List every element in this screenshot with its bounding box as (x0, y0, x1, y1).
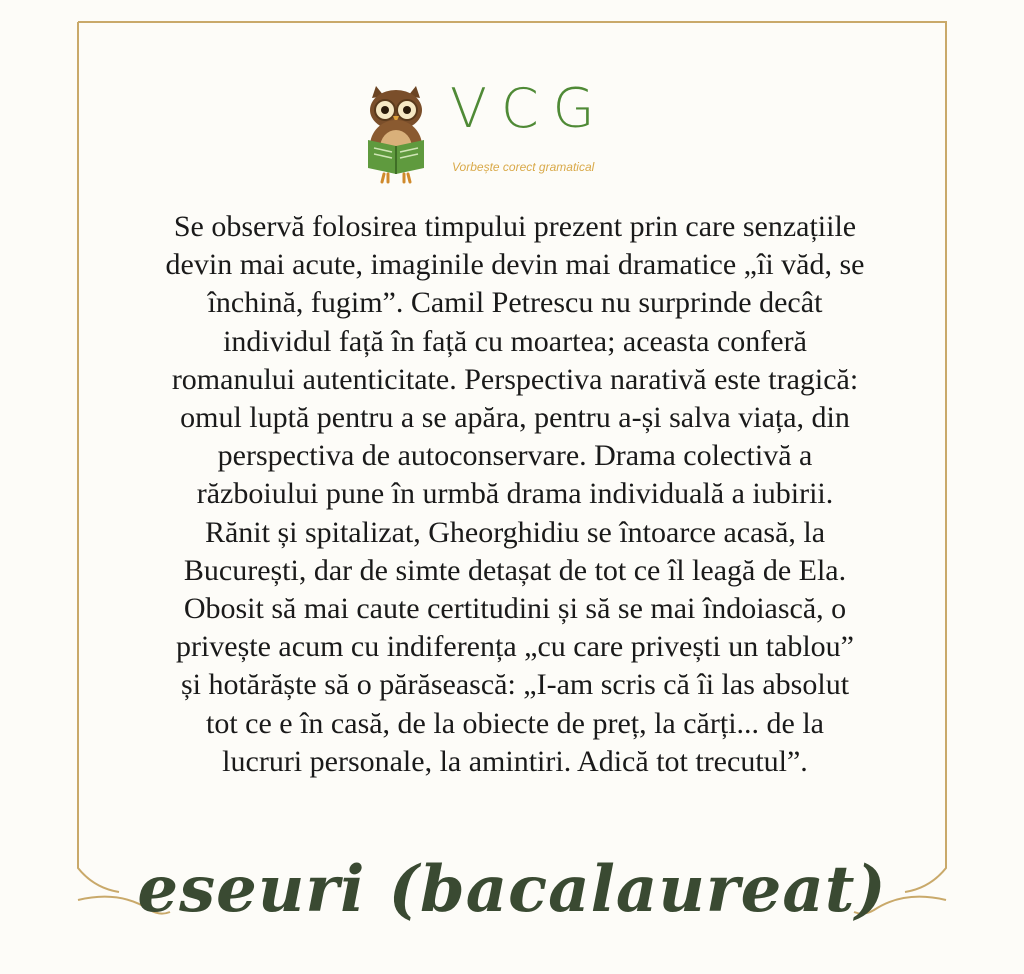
essay-line: Rănit și spitalizat, Gheorghidiu se întoarce acasă, la (204, 515, 826, 549)
essay-line: închină, fugim”. Camil Petrescu nu surprinde decât (207, 286, 823, 320)
essay-line: individul față în față cu moartea; aceasta conferă (223, 324, 807, 358)
footer-title: eseuri (bacalaureat) (137, 852, 887, 927)
essay-line: romanului autenticitate. Perspectiva narativă este tragică: (171, 362, 859, 396)
essay-line: Se observă folosirea timpului prezent prin care senzațiile (173, 210, 857, 243)
owl-reading-book-icon (360, 84, 432, 184)
essay-line: lucruri personale, la amintiri. Adică tot trecutul”. (222, 744, 808, 778)
essay-line: și hotărăște să o părăsească: „I-am scris că îi las absolut (180, 668, 850, 702)
essay-line: tot ce e în casă, de la obiecte de preț, la cărți... de la (205, 706, 825, 740)
essay-line: București, dar de simte detașat de tot ce îl leagă de Ela. (183, 553, 847, 587)
essay-line: războiului pune în urmbă drama individuală a iubirii. (196, 477, 834, 511)
essay-line: Obosit să mai caute certitudini și să se mai îndoiască, o (183, 592, 847, 626)
logo-letters: VCG (450, 77, 609, 140)
vcg-logo (360, 78, 660, 188)
essay-line: omul luptă pentru a se apăra, pentru a-și salva viața, din (180, 401, 850, 435)
logo-tagline: Vorbește corect gramatical (452, 160, 595, 174)
essay-line: privește acum cu indiferența „cu care privești un tablou” (175, 630, 855, 664)
essay-line: devin mai acute, imaginile devin mai dramatice „îi văd, se (165, 248, 865, 282)
essay-line: perspectiva de autoconservare. Drama colectivă a (217, 439, 813, 473)
essay-paragraph (74, 208, 956, 781)
